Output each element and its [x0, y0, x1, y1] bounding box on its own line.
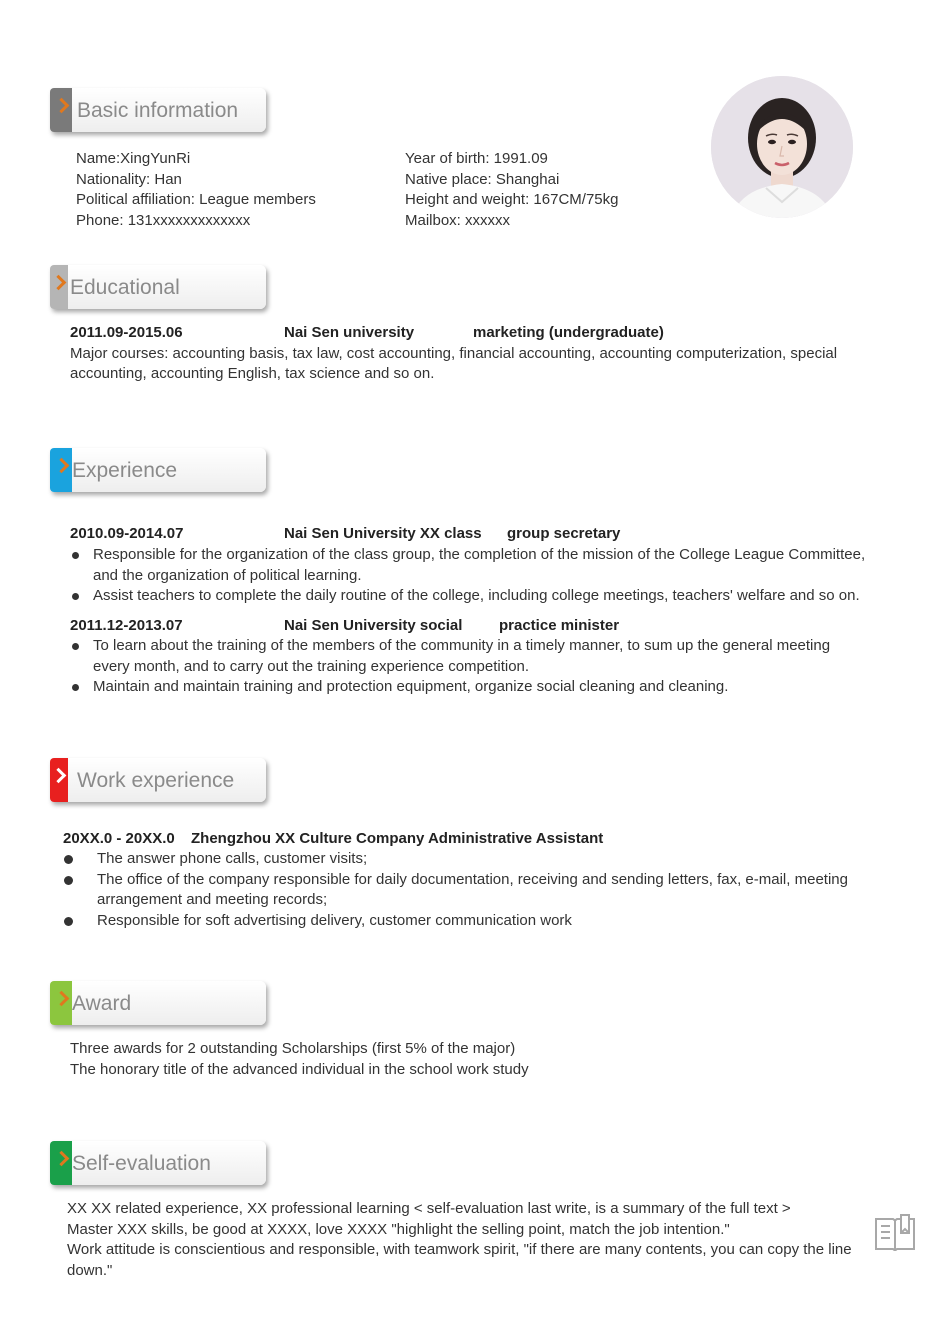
bullet-text: Responsible for the organization of the class group, the completion of the mission of the College League Committee, [93, 546, 866, 563]
award-item: The honorary title of the advanced individual in the school work study [70, 1061, 529, 1078]
height-weight-field: Height and weight: 167CM/75kg [405, 191, 619, 208]
bullet-icon [64, 876, 73, 885]
bullet-text: Maintain and maintain training and protection equipment, organize social cleaning and cleaning. [93, 678, 729, 695]
bullet-text: and the organization of political learning. [93, 566, 362, 584]
bullet-icon [72, 684, 79, 691]
experience-bullets [70, 545, 900, 607]
bullet-text: The answer phone calls, customer visits; [97, 850, 368, 867]
bullet-icon [72, 593, 79, 600]
profile-photo [711, 76, 853, 218]
section-title: Experience [72, 459, 178, 482]
education-period: 2011.09-2015.06 [70, 324, 183, 341]
bullet-icon [64, 917, 73, 926]
section-title: Basic information [77, 99, 239, 122]
experience-role: practice minister [499, 617, 620, 634]
section-header-experience [50, 448, 266, 492]
portrait-icon [711, 76, 853, 218]
bullet-text: Assist teachers to complete the daily routine of the college, including college meetings, teachers' welfare and so on. [93, 587, 860, 604]
education-courses-line: Major courses: accounting basis, tax law, cost accounting, financial accounting, accounting computerization, special [70, 345, 838, 362]
section-title: Self-evaluation [72, 1152, 211, 1175]
bullet-text: To learn about the training of the members of the community in a timely manner, to sum up the general meeting [93, 637, 831, 654]
experience-organization: Nai Sen University XX class [284, 525, 482, 542]
section-title: Award [72, 992, 132, 1015]
section-title: Educational [70, 276, 180, 299]
work-period: 20XX.0 - 20XX.0 [63, 830, 175, 847]
work-company-role: Zhengzhou XX Culture Company Administrative Assistant [191, 830, 604, 847]
self-evaluation-line: Work attitude is conscientious and responsible, with teamwork spirit, "if there are many contents, you can copy the line [67, 1241, 852, 1258]
education-major: marketing (undergraduate) [473, 324, 664, 341]
list-item [70, 586, 900, 607]
list-item [70, 636, 900, 677]
political-affiliation-field: Political affiliation: League members [76, 191, 316, 208]
list-item [63, 911, 893, 932]
section-header-work-experience [50, 758, 266, 802]
award-item: Three awards for 2 outstanding Scholarships (first 5% of the major) [70, 1040, 516, 1057]
education-courses-line: accounting, accounting English, tax science and so on. [70, 365, 435, 382]
self-evaluation-line: XX XX related experience, XX professional learning < self-evaluation last write, is a summary of the full text > [67, 1200, 791, 1217]
education-school: Nai Sen university [284, 324, 415, 341]
section-title: Work experience [77, 769, 235, 792]
bullet-icon [72, 643, 79, 650]
section-header-basic-information [50, 88, 266, 132]
nationality-field: Nationality: Han [76, 171, 182, 188]
self-evaluation-line: down." [67, 1262, 113, 1279]
experience-period: 2011.12-2013.07 [70, 617, 183, 634]
bullet-text: arrangement and meeting records; [97, 891, 328, 908]
bullet-icon [64, 855, 73, 864]
bullet-text: The office of the company responsible for daily documentation, receiving and sending letters, fax, e-mail, meeting [97, 870, 848, 888]
section-header-educational [50, 265, 266, 309]
bullet-text: Responsible for soft advertising delivery, customer communication work [97, 911, 572, 929]
list-item [63, 849, 893, 870]
mailbox-field: Mailbox: xxxxxx [405, 212, 511, 229]
section-header-award [50, 981, 266, 1025]
native-place-field: Native place: Shanghai [405, 171, 560, 188]
experience-role: group secretary [507, 525, 621, 542]
experience-organization: Nai Sen University social [284, 617, 463, 634]
list-item [70, 677, 900, 698]
section-header-self-evaluation [50, 1141, 266, 1185]
bullet-icon [72, 552, 79, 559]
experience-period: 2010.09-2014.07 [70, 525, 184, 542]
self-evaluation-line: Master XXX skills, be good at XXXX, love XXXX "highlight the selling point, match the job intention." [67, 1221, 730, 1238]
experience-bullets [70, 636, 900, 698]
book-icon[interactable] [873, 1213, 917, 1255]
birth-year-field: Year of birth: 1991.09 [405, 150, 548, 167]
bullet-text: every month, and to carry out the training experience competition. [93, 657, 530, 675]
work-bullets [63, 849, 893, 931]
name-field: Name:XingYunRi [76, 150, 191, 167]
phone-field: Phone: 131xxxxxxxxxxxxx [76, 212, 251, 229]
list-item [70, 545, 900, 586]
list-item [63, 870, 893, 911]
